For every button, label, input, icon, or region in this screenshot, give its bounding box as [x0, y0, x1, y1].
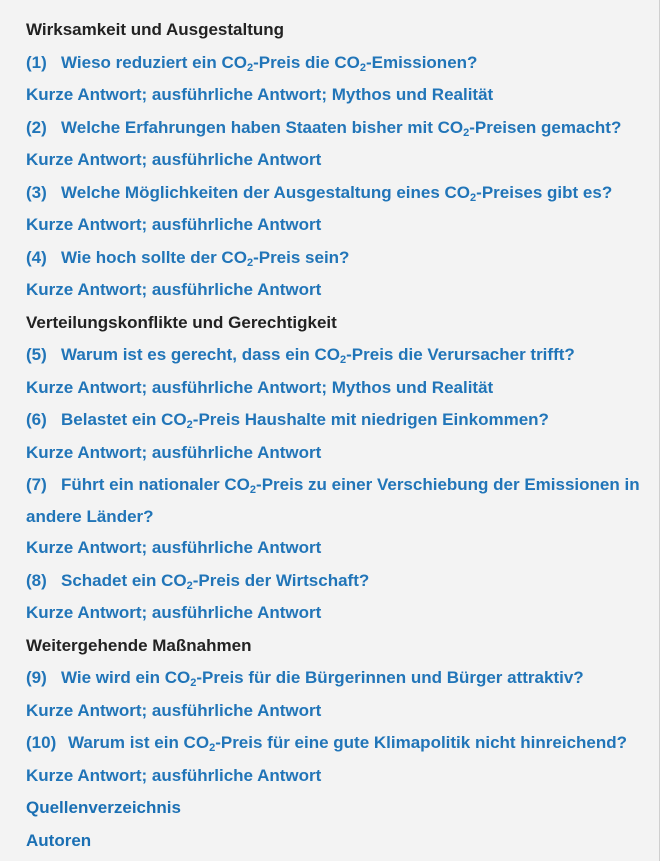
question-link[interactable]: [26, 49, 659, 82]
question-number: (7): [26, 475, 47, 494]
answer-links: [26, 81, 659, 114]
question-number: (6): [26, 410, 47, 429]
short-answer-link[interactable]: Kurze Antwort: [26, 603, 142, 622]
answer-links: [26, 762, 659, 795]
question-text: -Preis für eine gute Klimapolitik nicht hinreichend?: [215, 733, 628, 752]
question-link[interactable]: [26, 567, 659, 600]
detailed-answer-link[interactable]: ausführliche Antwort: [151, 538, 322, 557]
separator: ;: [321, 85, 332, 104]
question-text: Schadet ein CO: [61, 570, 187, 590]
question-text: -Preis Haushalte mit niedrigen Einkommen?: [192, 410, 549, 429]
question-number: (9): [26, 668, 47, 687]
separator: ;: [141, 442, 152, 462]
question-text: -Emissionen?: [365, 52, 478, 72]
question-text: -Preis zu einer Verschiebung der Emissionen in andere Länder?: [26, 475, 640, 526]
question-link[interactable]: [26, 664, 659, 697]
short-answer-link[interactable]: Kurze Antwort: [26, 280, 142, 299]
question-number: (10): [26, 733, 57, 752]
separator: ;: [141, 215, 152, 234]
question-text: Warum ist es gerecht, dass ein CO: [61, 345, 341, 364]
question-link[interactable]: [26, 179, 659, 212]
short-answer-link[interactable]: Kurze Antwort: [26, 85, 142, 104]
question-number: (2): [26, 117, 47, 137]
authors-link[interactable]: Autoren: [26, 830, 92, 850]
question-link[interactable]: [26, 406, 659, 439]
answer-links: [26, 534, 659, 567]
question-text: Welche Erfahrungen haben Staaten bisher mit CO: [61, 117, 464, 137]
subscript: 2: [246, 256, 254, 269]
separator: ;: [141, 700, 152, 720]
subscript: 2: [249, 484, 257, 496]
question-link[interactable]: [26, 729, 659, 762]
question-text: Welche Möglichkeiten der Ausgestaltung eines CO: [61, 182, 471, 202]
question-text: -Preis die CO: [253, 52, 360, 72]
short-answer-link[interactable]: Kurze Antwort: [26, 538, 142, 557]
subscript: 2: [470, 191, 477, 204]
short-answer-link[interactable]: Kurze Antwort: [26, 765, 142, 785]
answer-links: [26, 211, 659, 244]
subscript: 2: [463, 126, 470, 139]
question-text: -Preises gibt es?: [476, 182, 613, 202]
separator: ;: [141, 538, 152, 557]
short-answer-link[interactable]: Kurze Antwort: [26, 215, 142, 234]
short-answer-link[interactable]: Kurze Antwort: [26, 150, 142, 169]
section-heading: Verteilungskonflikte und Gerechtigkeit: [26, 312, 337, 332]
question-number: (4): [26, 247, 47, 267]
subscript: 2: [186, 419, 193, 431]
detailed-answer-link[interactable]: ausführliche Antwort: [151, 700, 322, 720]
question-link[interactable]: [26, 469, 646, 534]
question-text: -Preisen gemacht?: [469, 117, 622, 137]
answer-links: [26, 439, 659, 472]
separator: ;: [141, 150, 152, 169]
detailed-answer-link[interactable]: ausführliche Antwort: [151, 765, 322, 785]
short-answer-link[interactable]: Kurze Antwort: [26, 700, 142, 720]
question-text: -Preis für die Bürgerinnen und Bürger attraktiv?: [196, 668, 584, 687]
short-answer-link[interactable]: Kurze Antwort: [26, 442, 142, 462]
question-number: (5): [26, 345, 47, 364]
detailed-answer-link[interactable]: ausführliche Antwort: [151, 377, 322, 397]
question-text: Wie hoch sollte der CO: [61, 247, 247, 267]
subscript: 2: [246, 61, 254, 74]
detailed-answer-link[interactable]: ausführliche Antwort: [151, 150, 322, 169]
detailed-answer-link[interactable]: ausführliche Antwort: [151, 442, 322, 462]
detailed-answer-link[interactable]: ausführliche Antwort: [151, 215, 322, 234]
question-number: (3): [26, 182, 47, 202]
answer-links: [26, 276, 659, 309]
subscript: 2: [190, 677, 197, 689]
question-number: (8): [26, 570, 47, 590]
myth-reality-link[interactable]: Mythos und Realität: [331, 85, 494, 104]
question-link[interactable]: [26, 114, 659, 147]
separator: ;: [141, 603, 152, 622]
subscript: 2: [340, 354, 347, 366]
question-link[interactable]: [26, 341, 659, 374]
detailed-answer-link[interactable]: ausführliche Antwort: [151, 603, 322, 622]
short-answer-link[interactable]: Kurze Antwort: [26, 377, 142, 397]
question-text: -Preis die Verursacher trifft?: [346, 345, 575, 364]
answer-links: [26, 697, 659, 730]
question-text: Führt ein nationaler CO: [61, 475, 250, 494]
answer-links: [26, 599, 659, 632]
question-text: -Preis sein?: [253, 247, 350, 267]
answer-links: [26, 146, 659, 179]
separator: ;: [141, 280, 152, 299]
separator: ;: [141, 765, 152, 785]
separator: ;: [321, 377, 332, 397]
subscript: 2: [186, 579, 193, 592]
section-heading: Wirksamkeit und Ausgestaltung: [26, 20, 285, 39]
question-number: (1): [26, 52, 47, 72]
section-heading: Weitergehende Maßnahmen: [26, 635, 252, 655]
question-text: Wieso reduziert ein CO: [61, 52, 247, 72]
subscript: 2: [359, 61, 366, 74]
question-text: Warum ist ein CO: [68, 733, 210, 752]
detailed-answer-link[interactable]: ausführliche Antwort: [151, 85, 322, 104]
myth-reality-link[interactable]: Mythos und Realität: [331, 377, 494, 397]
answer-links: [26, 374, 659, 407]
separator: ;: [141, 377, 152, 397]
detailed-answer-link[interactable]: ausführliche Antwort: [151, 280, 322, 299]
separator: ;: [141, 85, 152, 104]
question-text: Belastet ein CO: [61, 410, 187, 429]
question-link[interactable]: [26, 244, 659, 277]
sources-link[interactable]: Quellenverzeichnis: [26, 798, 181, 817]
question-text: -Preis der Wirtschaft?: [192, 570, 370, 590]
question-text: Wie wird ein CO: [61, 668, 191, 687]
subscript: 2: [209, 742, 216, 754]
